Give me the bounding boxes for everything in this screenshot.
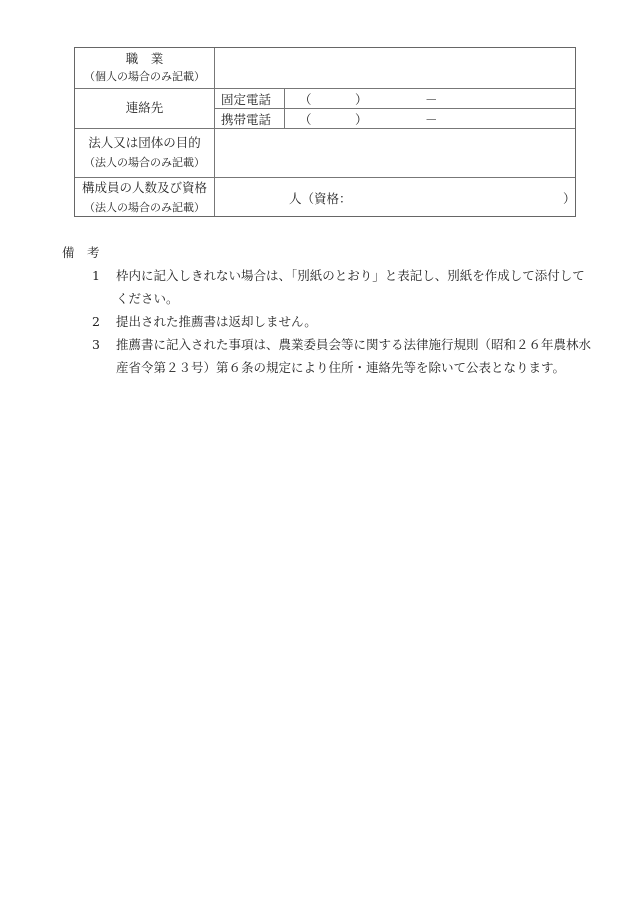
purpose-field[interactable]: [215, 129, 575, 177]
contact-label: 連絡先: [125, 100, 164, 115]
members-sublabel: （法人の場合のみ記載）: [84, 201, 205, 214]
members-label-cell: [75, 179, 214, 217]
members-label: 構成員の人数及び資格: [81, 180, 207, 195]
note-item: [62, 264, 592, 310]
landline-open-paren: （: [299, 92, 312, 107]
note-item: [62, 333, 592, 379]
note-text: 提出された推薦書は返却しません。: [116, 314, 317, 329]
note-text: 推薦書に記入された事項は、農業委員会等に関する法律施行規則（昭和２６年農林水産省令第２３号）第６条の規定により住所・連絡先等を除いて公表となります。: [116, 337, 592, 375]
note-item: [62, 310, 592, 333]
landline-close-paren: ）: [355, 92, 368, 107]
note-number: 2: [92, 314, 100, 329]
notes-section: [62, 241, 592, 379]
occupation-field[interactable]: [215, 48, 575, 88]
note-number: 1: [92, 268, 100, 283]
members-value-suffix: ）: [563, 191, 576, 206]
mobile-label: 携帯電話: [221, 112, 272, 127]
occupation-label-cell: [75, 50, 214, 86]
purpose-label-cell: [75, 134, 214, 172]
note-number: 3: [92, 337, 100, 352]
mobile-field[interactable]: [285, 109, 575, 128]
members-value-prefix: 人（資格：: [289, 191, 352, 206]
occupation-label: 職 業: [125, 51, 164, 66]
note-text: 枠内に記入しきれない場合は、「別紙のとおり」と表記し、別紙を作成して添付してください。: [116, 268, 585, 306]
applicant-info-table: [74, 47, 576, 217]
landline-field[interactable]: [285, 89, 575, 108]
purpose-label: 法人又は団体の目的: [88, 135, 201, 150]
purpose-sublabel: （法人の場合のみ記載）: [84, 156, 205, 169]
occupation-sublabel: （個人の場合のみ記載）: [84, 70, 205, 83]
mobile-open-paren: （: [299, 112, 312, 127]
landline-dash: －: [425, 92, 438, 107]
mobile-close-paren: ）: [355, 112, 368, 127]
members-field[interactable]: [215, 178, 575, 216]
landline-label: 固定電話: [221, 92, 272, 107]
notes-heading: 備 考: [62, 245, 100, 260]
mobile-dash: －: [425, 112, 438, 127]
